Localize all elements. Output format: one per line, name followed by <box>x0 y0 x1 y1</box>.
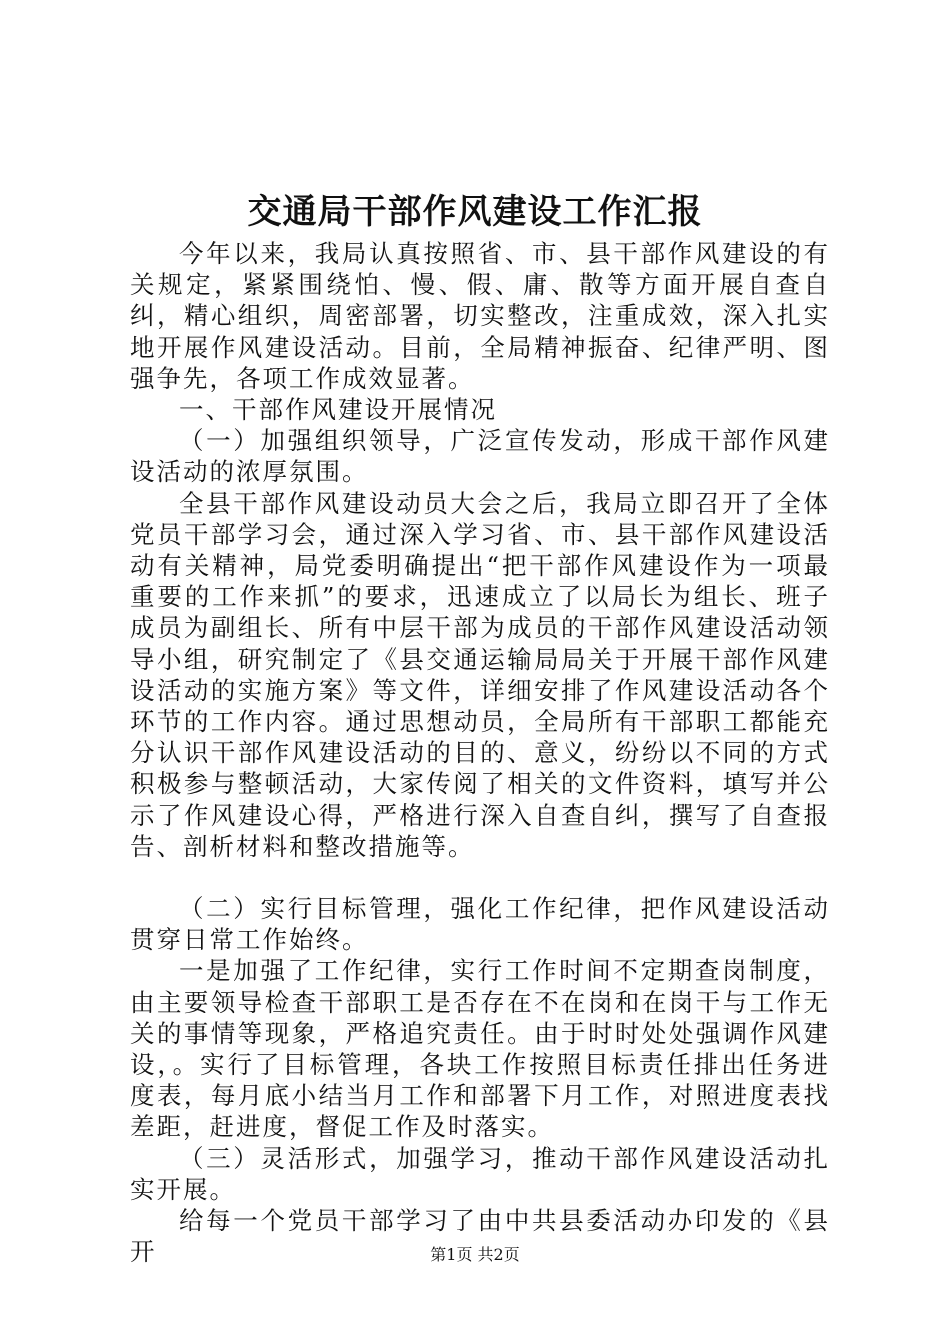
paragraph-intro: 今年以来，我局认真按照省、市、县干部作风建设的有关规定，紧紧围绕怕、慢、假、庸、散等方面开展自查自纠，精心组织，周密部署，切实整改，注重成效，深入扎实地开展作风建设活动。目前，全局精神振奋、纪律严明、图强争先，各项工作成效显著。 <box>130 239 830 393</box>
document-body <box>130 238 830 1268</box>
document-title: 交通局干部作风建设工作汇报 <box>247 192 703 232</box>
paragraph-discipline: 一是加强了工作纪律，实行工作时间不定期查岗制度，由主要领导检查干部职工是否存在不在岗和在岗干与工作无关的事情等现象，严格追究责任。由于时时处处强调作风建设，。实行了目标管理，各块工作按照目标责任排出任务进度表，每月底小结当月工作和部署下月工作，对照进度表找差距，赶进度，督促工作及时落实。 <box>130 956 830 1142</box>
paragraph-study: 给每一个党员干部学习了由中共县委活动办印发的《县开 <box>130 1206 830 1267</box>
section-heading-1: 一、干部作风建设开展情况 <box>179 395 497 425</box>
subsection-heading-2: （二）实行目标管理，强化工作纪律，把作风建设活动贯穿日常工作始终。 <box>130 894 830 955</box>
subsection-heading-1: （一）加强组织领导，广泛宣传发动，形成干部作风建设活动的浓厚氛围。 <box>130 426 830 487</box>
page-footer: 第1页 共2页 <box>430 1245 520 1264</box>
subsection-heading-3: （三）灵活形式，加强学习，推动干部作风建设活动扎实开展。 <box>130 1143 830 1204</box>
paragraph-mobilization: 全县干部作风建设动员大会之后，我局立即召开了全体党员干部学习会，通过深入学习省、市、县干部作风建设活动有关精神，局党委明确提出“把干部作风建设作为一项最重要的工作来抓”的要求，迅速成立了以局长为组长、班子成员为副组长、所有中层干部为成员的干部作风建设活动领导小组，研究制定了《县交通运输局局关于开展干部作风建设活动的实施方案》等文件，详细安排了作风建设活动各个环节的工作内容。通过思想动员，全局所有干部职工都能充分认识干部作风建设活动的目的、意义，纷纷以不同的方式积极参与整顿活动，大家传阅了相关的文件资料，填写并公示了作风建设心得，严格进行深入自查自纠，撰写了自查报告、剖析材料和整改措施等。 <box>130 488 830 861</box>
